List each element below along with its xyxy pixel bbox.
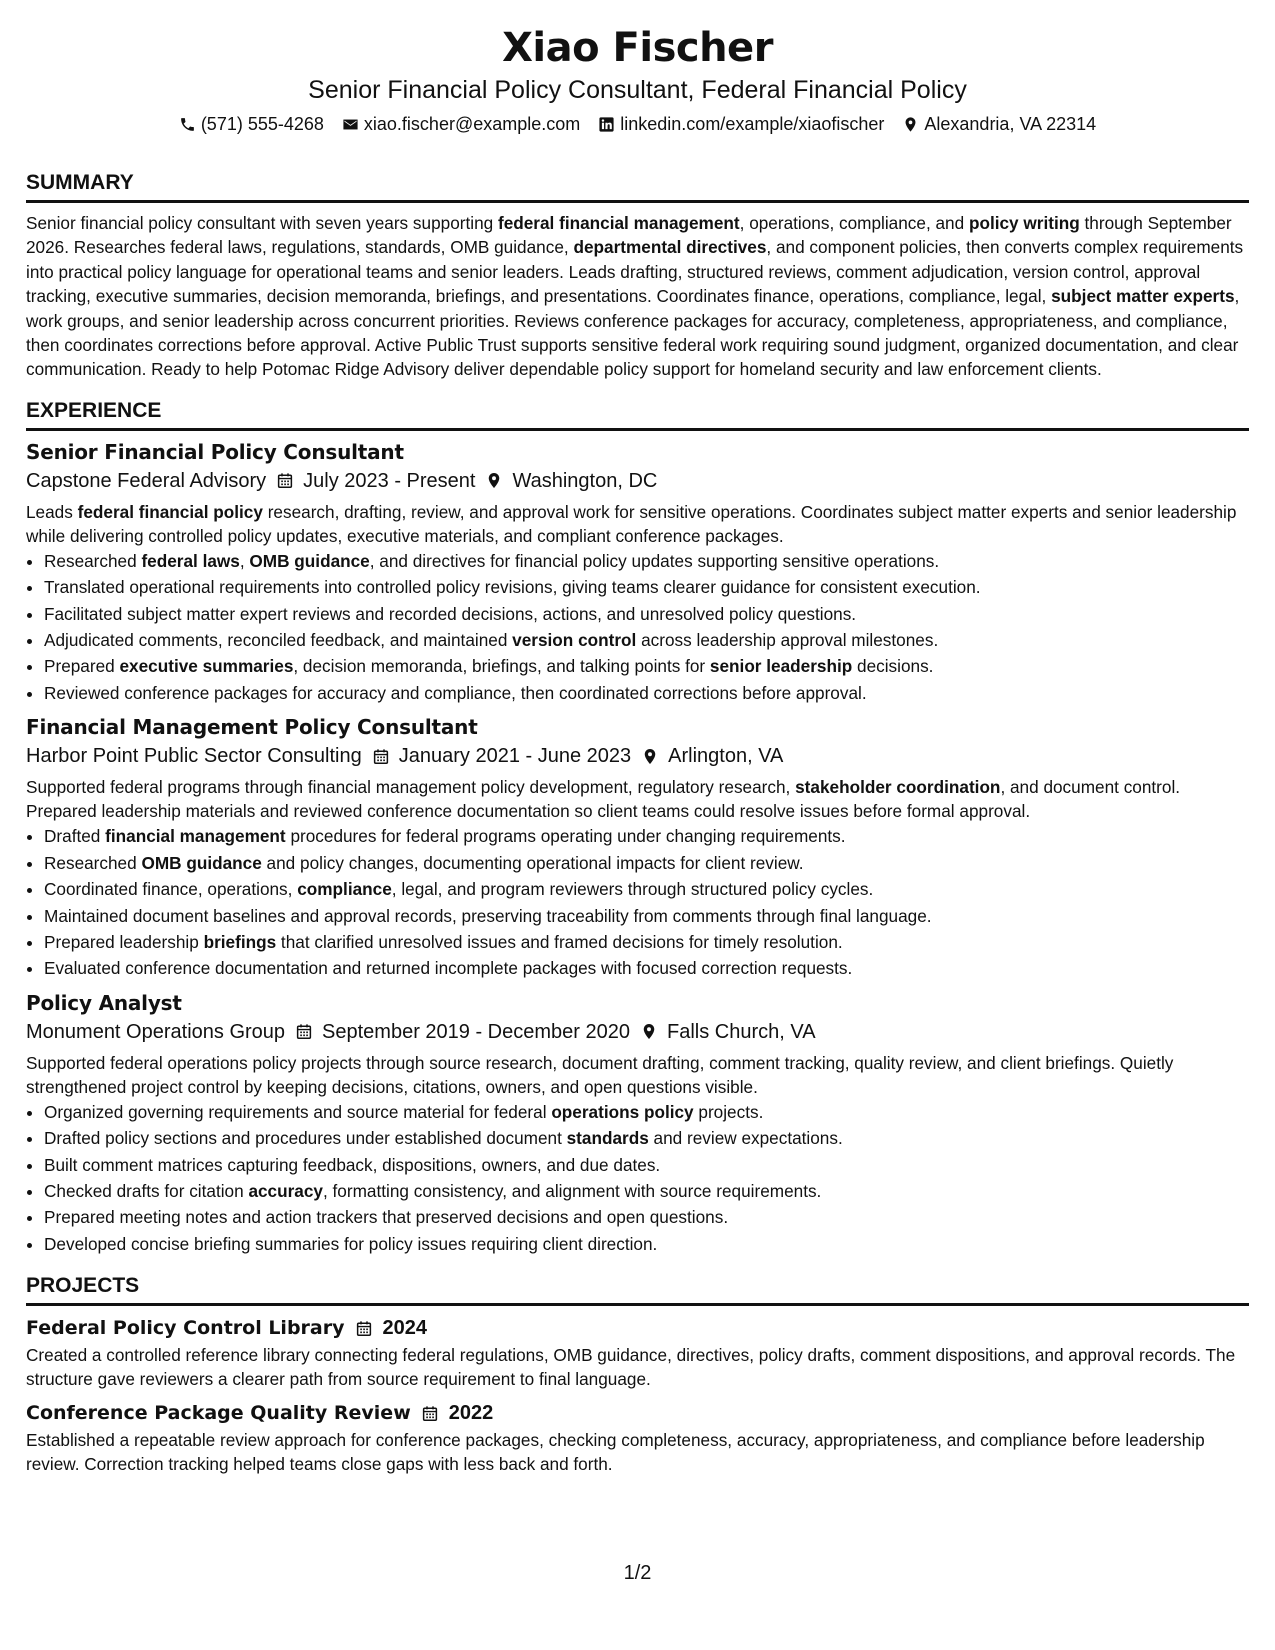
- text-run: through September 2026. Researches federal laws, regulations, standards, OMB guidance,: [26, 213, 1232, 258]
- list-item: [44, 653, 1249, 679]
- emphasis-text: federal financial management: [497, 213, 740, 233]
- project-entry: [26, 1399, 1249, 1476]
- job-location: [485, 466, 657, 496]
- job-entry: [26, 713, 1249, 981]
- text-run: , formatting consistency, and alignment with source requirements.: [322, 1180, 822, 1201]
- text-run: projects.: [693, 1101, 764, 1122]
- list-item: [44, 1152, 1249, 1178]
- text-run: Prepared meeting notes and action trackers that preserved decisions and open questions.: [44, 1207, 729, 1228]
- section-title-summary: SUMMARY: [26, 170, 1249, 203]
- text-run: Translated operational requirements into controlled policy revisions, giving teams clearer guidance for consistent execution.: [44, 577, 981, 598]
- text-run: Checked drafts for citation: [44, 1180, 249, 1201]
- emphasis-text: version control: [512, 630, 637, 651]
- list-item: [44, 1204, 1249, 1230]
- job-title: Senior Financial Policy Consultant: [26, 439, 404, 464]
- text-run: ,: [239, 550, 250, 571]
- emphasis-text: federal laws: [141, 550, 240, 571]
- text-run: Maintained document baselines and approval records, preserving traceability from comments through final language.: [44, 905, 932, 926]
- text-run: Coordinated finance, operations,: [44, 879, 298, 900]
- text-run: Prepared: [44, 656, 120, 677]
- contact-linkedin[interactable]: [598, 112, 884, 136]
- job-dates-text: January 2021 - June 2023: [398, 745, 632, 768]
- project-title: [26, 1399, 1249, 1427]
- emphasis-text: accuracy: [248, 1180, 323, 1201]
- text-run: Built comment matrices capturing feedback, dispositions, owners, and due dates.: [44, 1154, 661, 1175]
- job-dates-text: July 2023 - Present: [303, 469, 476, 492]
- text-run: Reviewed conference packages for accuracy and compliance, then coordinated corrections before approval.: [44, 682, 867, 703]
- map-pin-icon: [640, 1022, 658, 1041]
- text-run: Senior financial policy consultant with seven years supporting: [26, 213, 498, 233]
- text-run: Supported federal operations policy projects through source research, document drafting, comment tracking, quality review, and client briefings. Quietly strengthened project control by keeping decisions, citations, owners, and open questions visible.: [26, 1052, 1174, 1097]
- text-run: Drafted policy sections and procedures under established document: [44, 1128, 567, 1149]
- phone-icon: [179, 116, 196, 133]
- project-date: 2022: [448, 1402, 494, 1425]
- text-run: and policy changes, documenting operational impacts for client review.: [261, 852, 804, 873]
- emphasis-text: departmental directives: [573, 237, 767, 258]
- job-description: [26, 775, 1249, 823]
- text-run: and review expectations.: [648, 1128, 843, 1149]
- contact-phone-text: (571) 555-4268: [200, 114, 324, 134]
- job-location: [641, 741, 783, 771]
- map-pin-icon: [641, 747, 659, 766]
- text-run: Organized governing requirements and source material for federal: [44, 1101, 552, 1122]
- contact-phone: [179, 112, 324, 136]
- job-meta: [26, 1017, 1249, 1047]
- job-location-text: Arlington, VA: [668, 745, 784, 768]
- text-run: , work groups, and senior leadership across concurrent priorities. Reviews conference packages for accuracy, completeness, appropriateness, and compliance, then coordinates corrections before approval. Active Public Trust supports sensitive federal work requiring sound judgment, organized documentation, and clear communication. Ready to help Potomac Ridge Advisory deliver dependable policy support for homeland security and law enforcement clients.: [26, 286, 1240, 380]
- contact-location: [902, 112, 1096, 136]
- emphasis-text: operations policy: [551, 1101, 694, 1122]
- list-item: [44, 548, 1249, 574]
- project-title: [26, 1314, 1249, 1342]
- resume-page: [26, 0, 1249, 1476]
- job-company: Harbor Point Public Sector Consulting: [26, 745, 362, 768]
- contact-row: [26, 112, 1249, 136]
- section-title-experience: EXPERIENCE: [26, 398, 1249, 431]
- list-item: [44, 876, 1249, 902]
- project-description: Created a controlled reference library connecting federal regulations, OMB guidance, directives, policy drafts, comment dispositions, and approval records. The structure gave reviewers a clearer path from source requirement to final language.: [26, 1345, 1236, 1390]
- text-run: , operations, compliance, and: [739, 213, 969, 233]
- project-title-text: Federal Policy Control Library: [26, 1317, 345, 1340]
- calendar-icon: [295, 1022, 313, 1041]
- list-item: [44, 680, 1249, 706]
- text-run: Adjudicated comments, reconciled feedback, and maintained: [44, 630, 513, 651]
- contact-email[interactable]: [342, 112, 580, 136]
- candidate-name: Xiao Fischer: [502, 25, 773, 71]
- job-dates: [295, 1017, 630, 1047]
- text-run: Leads: [26, 501, 78, 522]
- job-dates: [372, 741, 631, 771]
- job-dates-text: September 2019 - December 2020: [322, 1020, 630, 1043]
- text-run: Researched: [44, 550, 142, 571]
- list-item: [44, 929, 1249, 955]
- emphasis-text: briefings: [203, 931, 277, 952]
- calendar-icon: [355, 1319, 373, 1338]
- job-bullets: [26, 1099, 1249, 1257]
- job-location-text: Washington, DC: [512, 469, 658, 492]
- text-run: research, drafting, review, and approval work for sensitive operations. Coordinates subject matter experts and senior leadership while delivering controlled policy updates, executive materials, and compliant conference packages.: [26, 501, 1237, 546]
- project-entry: [26, 1314, 1249, 1391]
- emphasis-text: OMB guidance: [141, 852, 262, 873]
- job-company: Capstone Federal Advisory: [26, 469, 267, 492]
- job-title: Financial Management Policy Consultant: [26, 715, 478, 740]
- text-run: Supported federal programs through financial management policy development, regulatory research,: [26, 777, 796, 798]
- emphasis-text: stakeholder coordination: [795, 777, 1001, 798]
- job-entry: [26, 438, 1249, 706]
- resume-header: [26, 22, 1249, 136]
- map-pin-icon: [902, 116, 919, 133]
- text-run: , and component policies, then converts complex requirements into practical policy language for operational teams and senior leaders. Leads drafting, structured reviews, comment adjudication, version control, approval tracking, executive summaries, decision memoranda, briefings, and presentations. Coordinates finance, operations, compliance, legal,: [26, 237, 1244, 307]
- text-run: , decision memoranda, briefings, and talking points for: [293, 656, 710, 677]
- job-dates: [276, 466, 475, 496]
- linkedin-icon: [598, 116, 615, 133]
- emphasis-text: OMB guidance: [249, 550, 370, 571]
- text-run: Researched: [44, 852, 142, 873]
- list-item: [44, 823, 1249, 849]
- job-location-text: Falls Church, VA: [667, 1020, 816, 1043]
- list-item: [44, 1178, 1249, 1204]
- job-location: [640, 1017, 816, 1047]
- emphasis-text: senior leadership: [709, 656, 853, 677]
- emphasis-text: financial management: [105, 826, 286, 847]
- contact-location-text: Alexandria, VA 22314: [924, 114, 1097, 134]
- text-run: procedures for federal programs operating under changing requirements.: [285, 826, 846, 847]
- candidate-headline: Senior Financial Policy Consultant, Federal Financial Policy: [308, 76, 967, 104]
- list-item: [44, 903, 1249, 929]
- project-title-text: Conference Package Quality Review: [26, 1402, 411, 1425]
- text-run: Developed concise briefing summaries for policy issues requiring client direction.: [44, 1233, 658, 1254]
- text-run: , and document control. Prepared leadership materials and reviewed conference documentation so client teams could resolve issues before formal approval.: [26, 777, 1181, 822]
- text-run: decisions.: [852, 656, 934, 677]
- list-item: [44, 850, 1249, 876]
- job-meta: [26, 741, 1249, 771]
- job-description: [26, 1051, 1249, 1099]
- list-item: [44, 627, 1249, 653]
- text-run: Evaluated conference documentation and returned incomplete packages with focused correction requests.: [44, 958, 853, 979]
- job-description: [26, 500, 1249, 548]
- emphasis-text: compliance: [297, 879, 392, 900]
- text-run: Prepared leadership: [44, 931, 204, 952]
- list-item: [44, 1099, 1249, 1125]
- text-run: , legal, and program reviewers through structured policy cycles.: [391, 879, 874, 900]
- map-pin-icon: [485, 471, 503, 490]
- calendar-icon: [276, 471, 294, 490]
- text-run: Facilitated subject matter expert reviews and recorded decisions, actions, and unresolved policy questions.: [44, 603, 857, 624]
- emphasis-text: federal financial policy: [77, 501, 263, 522]
- job-title: Policy Analyst: [26, 990, 182, 1015]
- calendar-icon: [421, 1404, 439, 1423]
- calendar-icon: [372, 747, 390, 766]
- text-run: Drafted: [44, 826, 106, 847]
- emphasis-text: standards: [566, 1128, 649, 1149]
- list-item: [44, 1231, 1249, 1257]
- envelope-icon: [342, 116, 359, 133]
- text-run: across leadership approval milestones.: [636, 630, 939, 651]
- text-run: that clarified unresolved issues and framed decisions for timely resolution.: [276, 931, 843, 952]
- list-item: [44, 574, 1249, 600]
- emphasis-text: policy writing: [968, 213, 1080, 233]
- summary-text: [26, 211, 1249, 382]
- contact-email-text[interactable]: xiao.fischer@example.com: [363, 114, 581, 134]
- text-run: , and directives for financial policy updates supporting sensitive operations.: [369, 550, 940, 571]
- job-entry: [26, 989, 1249, 1257]
- emphasis-text: executive summaries: [119, 656, 294, 677]
- projects-list: [26, 1314, 1249, 1476]
- job-bullets: [26, 823, 1249, 981]
- list-item: [44, 601, 1249, 627]
- project-description: Established a repeatable review approach for conference packages, checking completeness, accuracy, appropriateness, and compliance before leadership review. Correction tracking helped teams close gaps with less back and forth.: [26, 1430, 1205, 1475]
- job-company: Monument Operations Group: [26, 1020, 286, 1043]
- list-item: [44, 955, 1249, 981]
- experience-list: [26, 438, 1249, 1257]
- project-date: 2024: [382, 1317, 427, 1340]
- section-title-projects: PROJECTS: [26, 1273, 1249, 1306]
- job-meta: [26, 466, 1249, 496]
- page-number: 1/2: [623, 1562, 652, 1584]
- contact-linkedin-text[interactable]: linkedin.com/example/xiaofischer: [620, 114, 885, 134]
- list-item: [44, 1125, 1249, 1151]
- emphasis-text: subject matter experts: [1051, 286, 1235, 307]
- job-bullets: [26, 548, 1249, 706]
